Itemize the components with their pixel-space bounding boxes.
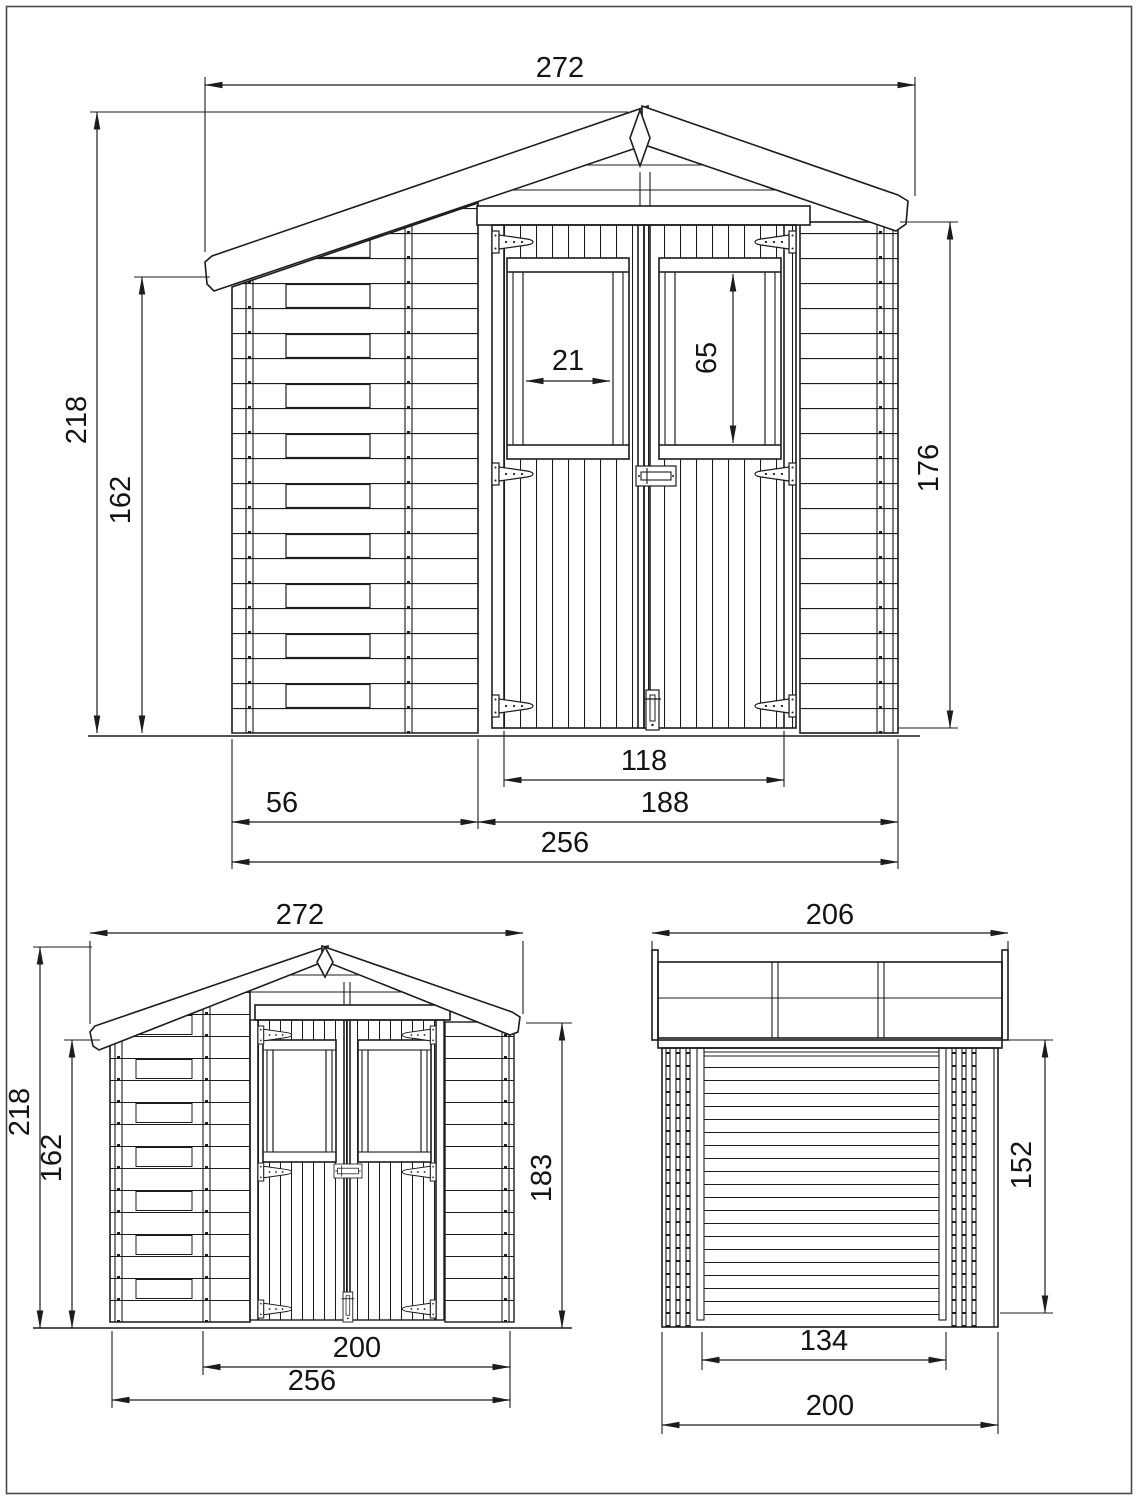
- door-bolt-icon: [636, 466, 676, 486]
- dim-side-inner-depth: 134: [799, 1325, 849, 1357]
- double-door: [250, 1020, 444, 1322]
- left-wall-planks: [232, 200, 478, 733]
- dim-front-door-width: 118: [620, 745, 668, 777]
- right-fascia-edge: [1002, 950, 1008, 1040]
- dim-front-eaves-height: 176: [913, 443, 945, 493]
- dim-small-roof-width: 272: [275, 899, 325, 931]
- dim-front-total-height: 218: [61, 395, 93, 445]
- dim-front-roof-width: 272: [535, 52, 585, 84]
- dim-side-wall-height: 152: [1006, 1140, 1038, 1190]
- left-door-window: [507, 258, 629, 459]
- front-elevation-small-view: [4, 899, 572, 1408]
- side-elevation-view: [652, 899, 1053, 1434]
- right-door-window: [358, 1040, 431, 1162]
- double-door: [492, 225, 796, 730]
- door-header-board: [477, 206, 810, 225]
- dim-front-total-width: 256: [540, 827, 590, 859]
- right-wall-planks: [800, 222, 898, 733]
- left-door-window: [263, 1040, 336, 1162]
- side-wall-planks: [704, 1056, 939, 1327]
- door-bolt-icon: [342, 1292, 355, 1322]
- eaves-board: [658, 1040, 1002, 1048]
- right-wall-planks: [445, 1022, 514, 1322]
- dim-side-total-depth: 200: [805, 1390, 855, 1422]
- dim-small-total-height: 218: [4, 1087, 36, 1137]
- dim-small-door-section: 200: [332, 1332, 382, 1364]
- door-bolt-icon: [644, 690, 661, 730]
- dim-front-door-section: 188: [640, 787, 690, 819]
- door-header-board: [255, 1005, 450, 1020]
- dim-small-total-width: 256: [287, 1365, 337, 1397]
- side-wall: [662, 1048, 998, 1327]
- dim-front-window-height: 65: [691, 341, 723, 375]
- dim-side-roof-depth: 206: [805, 899, 855, 931]
- dim-small-eaves-height: 183: [526, 1153, 558, 1203]
- roof-edge: [652, 950, 1008, 1048]
- dim-front-left-section: 56: [265, 787, 299, 819]
- door-bolt-icon: [334, 1164, 362, 1178]
- right-door-window: [659, 258, 781, 459]
- front-elevation-view: [61, 52, 958, 869]
- dim-front-window-width: 21: [551, 345, 585, 377]
- left-fascia-edge: [652, 950, 658, 1040]
- dim-small-side-wall-height: 162: [36, 1133, 68, 1183]
- dim-front-side-wall-height: 162: [105, 475, 137, 525]
- right-corner-post: [939, 1048, 946, 1320]
- left-corner-post: [697, 1048, 704, 1320]
